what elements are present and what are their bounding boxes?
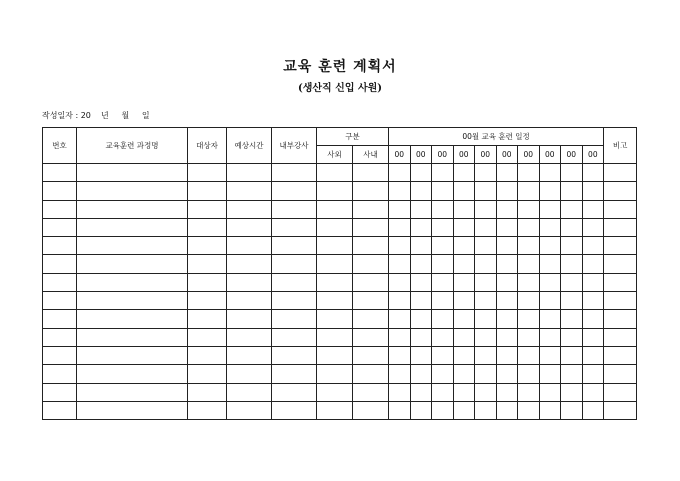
table-cell[interactable] — [604, 200, 637, 218]
table-cell[interactable] — [582, 383, 604, 401]
table-cell[interactable] — [317, 255, 353, 273]
table-cell[interactable] — [43, 255, 77, 273]
table-cell[interactable] — [518, 182, 540, 200]
table-cell[interactable] — [432, 164, 454, 182]
table-cell[interactable] — [561, 346, 583, 364]
header-schedule-day: 00 — [496, 146, 518, 164]
table-cell[interactable] — [188, 237, 227, 255]
table-cell[interactable] — [227, 218, 272, 236]
table-cell[interactable] — [582, 346, 604, 364]
table-cell[interactable] — [561, 310, 583, 328]
table-cell[interactable] — [539, 346, 561, 364]
table-cell[interactable] — [410, 237, 432, 255]
table-cell[interactable] — [43, 328, 77, 346]
table-cell[interactable] — [77, 200, 188, 218]
table-cell[interactable] — [410, 273, 432, 291]
table-cell[interactable] — [518, 365, 540, 383]
header-schedule-day: 00 — [389, 146, 411, 164]
table-cell[interactable] — [539, 255, 561, 273]
table-cell[interactable] — [410, 200, 432, 218]
table-cell[interactable] — [496, 401, 518, 419]
table-cell[interactable] — [518, 292, 540, 310]
table-cell[interactable] — [475, 182, 497, 200]
table-row — [43, 255, 637, 273]
table-cell[interactable] — [561, 383, 583, 401]
table-cell[interactable] — [475, 200, 497, 218]
table-cell[interactable] — [227, 346, 272, 364]
table-cell[interactable] — [432, 218, 454, 236]
table-cell[interactable] — [432, 383, 454, 401]
table-cell[interactable] — [317, 365, 353, 383]
table-cell[interactable] — [518, 200, 540, 218]
header-schedule-day: 00 — [432, 146, 454, 164]
table-cell[interactable] — [582, 310, 604, 328]
table-cell[interactable] — [389, 328, 411, 346]
table-cell[interactable] — [604, 273, 637, 291]
table-cell[interactable] — [604, 401, 637, 419]
table-cell[interactable] — [188, 401, 227, 419]
table-cell[interactable] — [475, 164, 497, 182]
table-cell[interactable] — [317, 273, 353, 291]
table-cell[interactable] — [561, 200, 583, 218]
table-cell[interactable] — [227, 182, 272, 200]
table-cell[interactable] — [188, 218, 227, 236]
table-cell[interactable] — [475, 310, 497, 328]
table-cell[interactable] — [77, 164, 188, 182]
table-cell[interactable] — [561, 365, 583, 383]
table-cell[interactable] — [389, 218, 411, 236]
table-cell[interactable] — [475, 383, 497, 401]
table-cell[interactable] — [432, 200, 454, 218]
table-row — [43, 182, 637, 200]
table-cell[interactable] — [518, 255, 540, 273]
table-cell[interactable] — [539, 383, 561, 401]
table-cell[interactable] — [518, 383, 540, 401]
header-no: 번호 — [43, 128, 77, 164]
table-row — [43, 200, 637, 218]
table-cell[interactable] — [432, 273, 454, 291]
table-cell[interactable] — [317, 237, 353, 255]
table-cell[interactable] — [77, 218, 188, 236]
table-cell[interactable] — [227, 365, 272, 383]
table-cell[interactable] — [272, 218, 317, 236]
document-subtitle: (생산직 신입 사원) — [297, 83, 383, 94]
table-cell[interactable] — [353, 237, 389, 255]
table-cell[interactable] — [475, 292, 497, 310]
table-cell[interactable] — [317, 401, 353, 419]
table-cell[interactable] — [272, 292, 317, 310]
table-cell[interactable] — [432, 365, 454, 383]
training-plan-table — [42, 127, 637, 420]
table-cell[interactable] — [561, 273, 583, 291]
table-cell[interactable] — [496, 328, 518, 346]
table-cell[interactable] — [410, 255, 432, 273]
table-cell[interactable] — [561, 255, 583, 273]
table-cell[interactable] — [353, 365, 389, 383]
table-cell[interactable] — [43, 182, 77, 200]
table-row — [43, 218, 637, 236]
table-cell[interactable] — [77, 346, 188, 364]
table-cell[interactable] — [518, 401, 540, 419]
table-cell[interactable] — [539, 292, 561, 310]
table-cell[interactable] — [539, 273, 561, 291]
table-cell[interactable] — [77, 255, 188, 273]
table-cell[interactable] — [410, 292, 432, 310]
table-cell[interactable] — [188, 365, 227, 383]
table-cell[interactable] — [353, 383, 389, 401]
table-cell[interactable] — [604, 218, 637, 236]
table-cell[interactable] — [518, 164, 540, 182]
table-cell[interactable] — [432, 328, 454, 346]
table-cell[interactable] — [188, 182, 227, 200]
table-cell[interactable] — [475, 218, 497, 236]
table-cell[interactable] — [188, 255, 227, 273]
table-cell[interactable] — [272, 200, 317, 218]
table-cell[interactable] — [475, 273, 497, 291]
table-cell[interactable] — [604, 182, 637, 200]
table-cell[interactable] — [453, 182, 475, 200]
table-cell[interactable] — [389, 255, 411, 273]
table-row — [43, 346, 637, 364]
table-cell[interactable] — [582, 182, 604, 200]
table-cell[interactable] — [227, 310, 272, 328]
table-cell[interactable] — [453, 237, 475, 255]
table-cell[interactable] — [43, 237, 77, 255]
table-cell[interactable] — [453, 292, 475, 310]
table-cell[interactable] — [475, 328, 497, 346]
table-cell[interactable] — [188, 292, 227, 310]
table-cell[interactable] — [43, 346, 77, 364]
table-cell[interactable] — [353, 328, 389, 346]
table-cell[interactable] — [77, 292, 188, 310]
table-cell[interactable] — [272, 164, 317, 182]
table-cell[interactable] — [432, 310, 454, 328]
table-cell[interactable] — [353, 292, 389, 310]
table-cell[interactable] — [227, 401, 272, 419]
table-cell[interactable] — [582, 365, 604, 383]
table-cell[interactable] — [475, 346, 497, 364]
table-cell[interactable] — [496, 310, 518, 328]
table-cell[interactable] — [43, 273, 77, 291]
table-cell[interactable] — [272, 328, 317, 346]
table-cell[interactable] — [539, 237, 561, 255]
table-cell[interactable] — [432, 292, 454, 310]
table-cell[interactable] — [43, 383, 77, 401]
table-cell[interactable] — [539, 182, 561, 200]
table-cell[interactable] — [582, 255, 604, 273]
table-cell[interactable] — [582, 200, 604, 218]
header-schedule-day: 00 — [453, 146, 475, 164]
table-row — [43, 365, 637, 383]
table-cell[interactable] — [317, 164, 353, 182]
table-cell[interactable] — [496, 182, 518, 200]
table-cell[interactable] — [410, 383, 432, 401]
table-cell[interactable] — [77, 310, 188, 328]
table-cell[interactable] — [353, 164, 389, 182]
table-cell[interactable] — [389, 401, 411, 419]
table-cell[interactable] — [453, 383, 475, 401]
header-expected-time: 예상시간 — [227, 128, 272, 164]
table-cell[interactable] — [582, 218, 604, 236]
table-cell[interactable] — [604, 164, 637, 182]
table-cell[interactable] — [317, 218, 353, 236]
table-cell[interactable] — [518, 273, 540, 291]
table-cell[interactable] — [539, 164, 561, 182]
table-cell[interactable] — [432, 237, 454, 255]
table-cell[interactable] — [496, 237, 518, 255]
table-cell[interactable] — [353, 401, 389, 419]
table-cell[interactable] — [453, 310, 475, 328]
table-cell[interactable] — [317, 200, 353, 218]
header-internal-instructor: 내부강사 — [272, 128, 317, 164]
table-cell[interactable] — [453, 346, 475, 364]
table-cell[interactable] — [188, 164, 227, 182]
table-cell[interactable] — [389, 346, 411, 364]
table-cell[interactable] — [453, 365, 475, 383]
table-cell[interactable] — [561, 218, 583, 236]
table-cell[interactable] — [389, 365, 411, 383]
table-cell[interactable] — [317, 292, 353, 310]
header-schedule-day: 00 — [539, 146, 561, 164]
table-cell[interactable] — [518, 310, 540, 328]
table-body — [43, 164, 637, 420]
table-cell[interactable] — [496, 273, 518, 291]
table-cell[interactable] — [453, 218, 475, 236]
table-cell[interactable] — [496, 383, 518, 401]
table-cell[interactable] — [188, 273, 227, 291]
table-cell[interactable] — [453, 255, 475, 273]
table-cell[interactable] — [227, 383, 272, 401]
table-cell[interactable] — [604, 383, 637, 401]
table-cell[interactable] — [188, 200, 227, 218]
table-cell[interactable] — [496, 346, 518, 364]
table-cell[interactable] — [496, 218, 518, 236]
table-cell[interactable] — [272, 255, 317, 273]
table-cell[interactable] — [353, 200, 389, 218]
table-row — [43, 401, 637, 419]
table-cell[interactable] — [582, 164, 604, 182]
table-cell[interactable] — [582, 401, 604, 419]
table-cell[interactable] — [389, 383, 411, 401]
table-row — [43, 292, 637, 310]
document-title: 교육 훈련 계획서 — [283, 59, 397, 75]
table-cell[interactable] — [518, 218, 540, 236]
table-cell[interactable] — [317, 328, 353, 346]
table-cell[interactable] — [43, 401, 77, 419]
table-cell[interactable] — [227, 200, 272, 218]
table-cell[interactable] — [604, 255, 637, 273]
table-cell[interactable] — [227, 273, 272, 291]
table-cell[interactable] — [77, 328, 188, 346]
table-cell[interactable] — [353, 346, 389, 364]
table-cell[interactable] — [604, 292, 637, 310]
table-cell[interactable] — [272, 182, 317, 200]
table-cell[interactable] — [561, 182, 583, 200]
table-cell[interactable] — [317, 182, 353, 200]
table-cell[interactable] — [475, 365, 497, 383]
date-line: 작성일자 : 20 년 월 일 — [42, 111, 150, 120]
table-cell[interactable] — [496, 292, 518, 310]
table-cell[interactable] — [539, 365, 561, 383]
table-cell[interactable] — [539, 401, 561, 419]
header-schedule-day: 00 — [475, 146, 497, 164]
table-cell[interactable] — [43, 200, 77, 218]
table-cell[interactable] — [475, 401, 497, 419]
table-cell[interactable] — [496, 200, 518, 218]
table-cell[interactable] — [188, 310, 227, 328]
header-course-name: 교육훈련 과정명 — [77, 128, 188, 164]
table-row — [43, 164, 637, 182]
table-cell[interactable] — [227, 237, 272, 255]
table-cell[interactable] — [43, 292, 77, 310]
table-cell[interactable] — [453, 273, 475, 291]
table-cell[interactable] — [389, 273, 411, 291]
table-cell[interactable] — [604, 328, 637, 346]
table-cell[interactable] — [410, 310, 432, 328]
table-cell[interactable] — [410, 164, 432, 182]
table-cell[interactable] — [561, 328, 583, 346]
table-cell[interactable] — [475, 237, 497, 255]
header-category-inside: 사내 — [353, 146, 389, 164]
table-cell[interactable] — [77, 365, 188, 383]
table-cell[interactable] — [604, 365, 637, 383]
table-cell[interactable] — [410, 346, 432, 364]
table-row — [43, 328, 637, 346]
header-schedule-day: 00 — [518, 146, 540, 164]
header-category: 구분 — [317, 128, 389, 146]
table-cell[interactable] — [188, 346, 227, 364]
table-cell[interactable] — [432, 401, 454, 419]
table-cell[interactable] — [389, 200, 411, 218]
table-cell[interactable] — [272, 310, 317, 328]
table-cell[interactable] — [77, 273, 188, 291]
table-cell[interactable] — [227, 328, 272, 346]
header-schedule-day: 00 — [561, 146, 583, 164]
table-cell[interactable] — [272, 237, 317, 255]
table-cell[interactable] — [389, 237, 411, 255]
table-cell[interactable] — [496, 255, 518, 273]
header-schedule-day: 00 — [582, 146, 604, 164]
table-row — [43, 310, 637, 328]
header-schedule-day: 00 — [410, 146, 432, 164]
table-cell[interactable] — [539, 310, 561, 328]
table-cell[interactable] — [582, 237, 604, 255]
table-cell[interactable] — [77, 401, 188, 419]
table-cell[interactable] — [604, 237, 637, 255]
table-cell[interactable] — [604, 346, 637, 364]
table-cell[interactable] — [432, 182, 454, 200]
table-cell[interactable] — [389, 182, 411, 200]
table-cell[interactable] — [582, 328, 604, 346]
table-cell[interactable] — [410, 182, 432, 200]
table-row — [43, 273, 637, 291]
table-cell[interactable] — [353, 255, 389, 273]
table-cell[interactable] — [539, 218, 561, 236]
table-cell[interactable] — [188, 328, 227, 346]
table-cell[interactable] — [272, 401, 317, 419]
table-row — [43, 383, 637, 401]
table-cell[interactable] — [453, 164, 475, 182]
table-cell[interactable] — [582, 292, 604, 310]
table-cell[interactable] — [561, 237, 583, 255]
table-cell[interactable] — [410, 328, 432, 346]
table-cell[interactable] — [539, 200, 561, 218]
table-cell[interactable] — [77, 383, 188, 401]
table-cell[interactable] — [539, 328, 561, 346]
table-cell[interactable] — [389, 292, 411, 310]
table-cell[interactable] — [43, 218, 77, 236]
table-cell[interactable] — [353, 182, 389, 200]
table-cell[interactable] — [453, 328, 475, 346]
table-cell[interactable] — [582, 273, 604, 291]
table-cell[interactable] — [317, 346, 353, 364]
table-cell[interactable] — [227, 292, 272, 310]
table-cell[interactable] — [43, 310, 77, 328]
table-cell[interactable] — [496, 365, 518, 383]
table-cell[interactable] — [353, 218, 389, 236]
table-cell[interactable] — [561, 292, 583, 310]
table-cell[interactable] — [317, 310, 353, 328]
header-target: 대상자 — [188, 128, 227, 164]
table-cell[interactable] — [317, 383, 353, 401]
table-cell[interactable] — [410, 365, 432, 383]
table-cell[interactable] — [227, 164, 272, 182]
table-cell[interactable] — [432, 346, 454, 364]
table-cell[interactable] — [518, 328, 540, 346]
table-cell[interactable] — [272, 346, 317, 364]
table-cell[interactable] — [43, 365, 77, 383]
header-remarks: 비고 — [604, 128, 637, 164]
table-cell[interactable] — [518, 237, 540, 255]
table-cell[interactable] — [410, 218, 432, 236]
table-cell[interactable] — [353, 273, 389, 291]
table-cell[interactable] — [410, 401, 432, 419]
table-row — [43, 237, 637, 255]
table-cell[interactable] — [453, 200, 475, 218]
table-cell[interactable] — [604, 310, 637, 328]
table-cell[interactable] — [272, 365, 317, 383]
header-schedule: 00월 교육 훈련 일정 — [389, 128, 604, 146]
table-cell[interactable] — [272, 273, 317, 291]
table-cell[interactable] — [272, 383, 317, 401]
table-cell[interactable] — [496, 164, 518, 182]
table-cell[interactable] — [77, 182, 188, 200]
table-cell[interactable] — [475, 255, 497, 273]
table-cell[interactable] — [43, 164, 77, 182]
table-cell[interactable] — [561, 401, 583, 419]
table-cell[interactable] — [432, 255, 454, 273]
table-cell[interactable] — [353, 310, 389, 328]
header-category-outside: 사외 — [317, 146, 353, 164]
table-cell[interactable] — [77, 237, 188, 255]
table-cell[interactable] — [389, 164, 411, 182]
table-cell[interactable] — [561, 164, 583, 182]
table-cell[interactable] — [389, 310, 411, 328]
table-cell[interactable] — [188, 383, 227, 401]
table-cell[interactable] — [227, 255, 272, 273]
table-cell[interactable] — [453, 401, 475, 419]
table-cell[interactable] — [518, 346, 540, 364]
